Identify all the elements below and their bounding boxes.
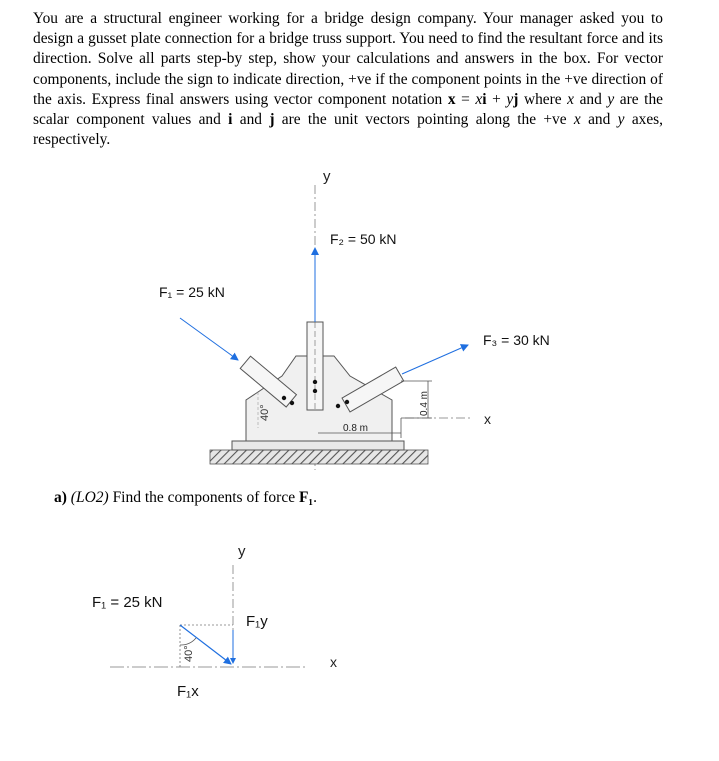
component-diagram	[92, 543, 337, 700]
force-f3-arrow	[402, 345, 468, 374]
f3-label: F₃ = 30 kN	[483, 332, 550, 348]
comp-x-axis-label: x	[330, 654, 337, 670]
bolt	[313, 389, 317, 393]
dim-horizontal-label: 0.8 m	[343, 423, 369, 434]
f2-label: F₂ = 50 kN	[330, 231, 397, 247]
bolt	[313, 380, 317, 384]
dim-vertical-label: 0.4 m	[419, 390, 430, 416]
angle-arc	[180, 638, 196, 645]
ground	[210, 450, 428, 464]
comp-f1y-label: F₁y	[246, 613, 268, 630]
bolt	[290, 401, 294, 405]
problem-statement: You are a structural engineer working for a bridge design company. Your manager asked you to design a gusset plate connection for a bridge truss support. You need to find the resultant force and its direction. Solve all parts step-by step, show your calculations and answers in the box. For vector components, include the sign to indicate direction, +ve if the component points in the +ve direction of the axis. Express final answers using vector component notation x = xi + yj where x and y are the scalar component values and i and j are the unit vectors pointing along the +ve x and y axes, respectively.	[33, 10, 664, 149]
angle-label: 40°	[259, 404, 271, 421]
truss-diagram	[159, 168, 550, 470]
bolt	[336, 404, 340, 408]
bolt	[345, 400, 349, 404]
base-plate	[232, 441, 404, 450]
x-axis-label: x	[484, 411, 491, 427]
part-a-question: a) (LO2) Find the components of force F₁.	[54, 489, 317, 506]
comp-y-axis-label: y	[238, 543, 246, 560]
comp-angle-label: 40°	[183, 645, 195, 662]
y-axis-label: y	[323, 168, 331, 185]
bolt	[282, 396, 286, 400]
comp-f1-label: F₁ = 25 kN	[92, 594, 163, 611]
f1-label: F₁ = 25 kN	[159, 284, 225, 300]
comp-f1x-label: F₁x	[177, 683, 199, 700]
force-f1-arrow	[180, 318, 238, 360]
